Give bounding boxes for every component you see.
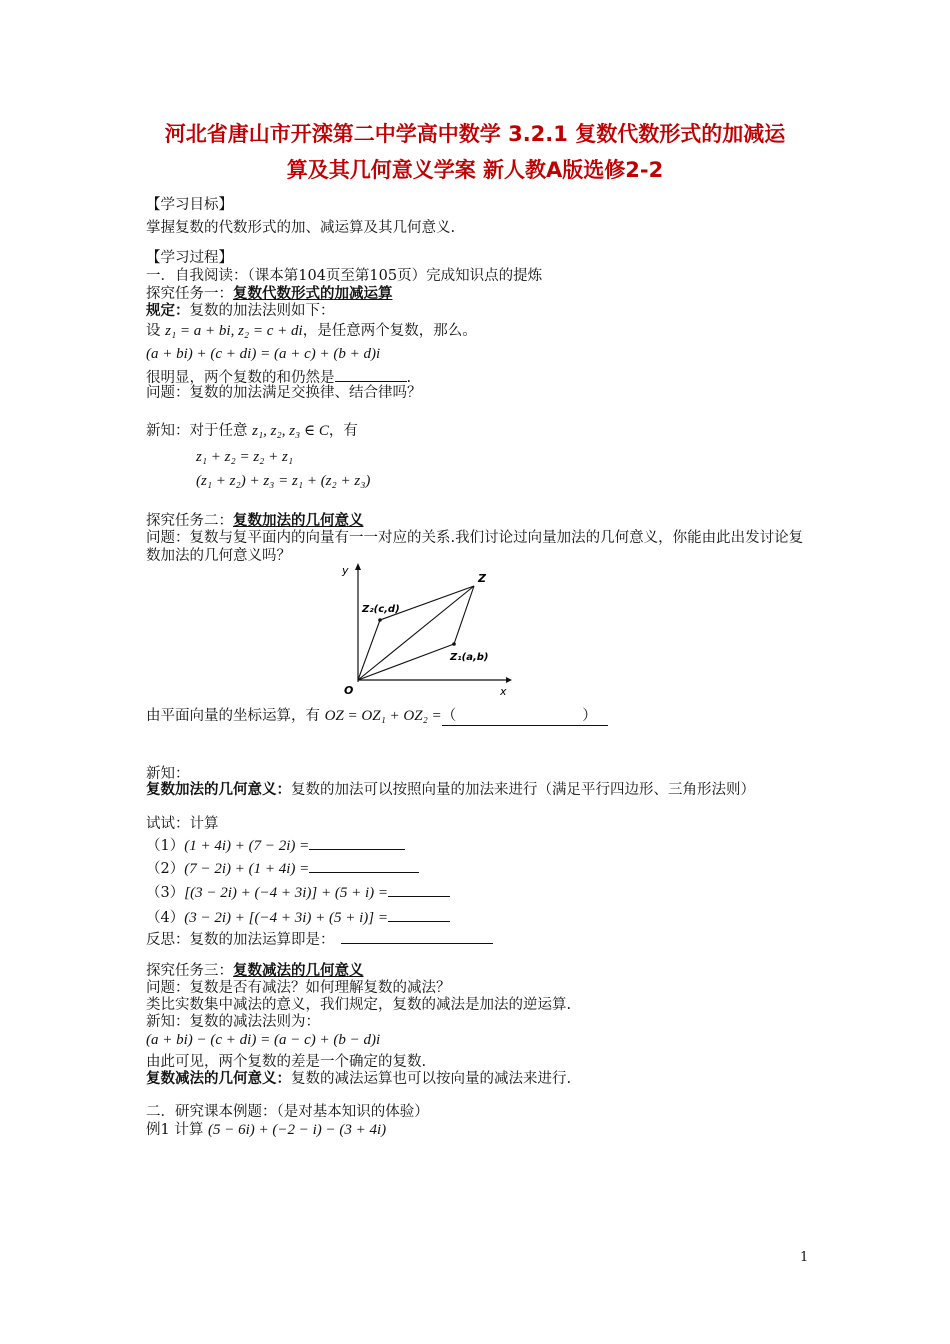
task1-title: 复数代数形式的加减运算 xyxy=(233,285,393,302)
associative-law xyxy=(196,472,370,490)
example-1 xyxy=(146,1121,386,1139)
coord-prefix: 由平面向量的坐标运算，有 xyxy=(146,708,320,724)
document-title-line-1: 河北省唐山市开滦第二中学高中数学 3.2.1 复数代数形式的加减运 xyxy=(164,122,786,146)
obvious-text: 很明显，两个复数的和仍然是 xyxy=(146,370,335,386)
question1: 问题：复数的加法满足交换律、结合律吗？ xyxy=(146,385,422,401)
task1-heading xyxy=(146,285,393,303)
vector-addition-figure xyxy=(328,558,512,700)
task3-title: 复数减法的几何意义 xyxy=(233,962,364,979)
newknow1-line xyxy=(146,422,358,440)
addition-meaning-label: 复数加法的几何意义： xyxy=(146,781,291,798)
exercise-2-number: （2） xyxy=(146,861,185,877)
exercise-2-blank[interactable] xyxy=(309,858,419,873)
set-suffix: ，是任意两个复数，那么。 xyxy=(302,323,477,339)
x-axis-arrow xyxy=(506,677,512,683)
example-1-label: 例1 计算 xyxy=(146,1122,204,1138)
subtraction-formula-text: (a + bi) − (c + di) = (a − c) + (b − d)i xyxy=(146,1032,381,1048)
coord-blank[interactable] xyxy=(442,707,608,726)
set-line xyxy=(146,322,477,340)
exercise-1 xyxy=(146,835,405,855)
reflect-text: 反思：复数的加法运算即是： xyxy=(146,932,335,948)
coord-line xyxy=(146,707,608,726)
exercise-4 xyxy=(146,907,450,927)
section1-heading: 一．自我阅读：（课本第104页至第105页）完成知识点的提炼 xyxy=(146,268,543,284)
try-line: 试试：计算 xyxy=(146,816,219,832)
associative-law-text: (z₁ + z₂) + z₃ = z₁ + (z₂ + z₃) xyxy=(196,473,371,489)
section2-heading: 二．研究课本例题：（是对基本知识的体验） xyxy=(146,1104,429,1120)
obvious-period: . xyxy=(406,370,412,386)
goal-heading: 【学习目标】 xyxy=(146,197,233,213)
exercise-1-blank[interactable] xyxy=(309,835,405,850)
y-label: y xyxy=(342,564,349,577)
exercise-1-formula: (1 + 4i) + (7 − 2i) = xyxy=(184,838,310,854)
point-z1 xyxy=(452,642,456,646)
goal-text: 掌握复数的代数形式的加、减运算及其几何意义. xyxy=(146,220,456,236)
z-label: Z xyxy=(478,572,486,585)
newknow2: 新知： xyxy=(146,766,190,782)
newknow1-formula: z₁, z₂, z₃ ∈ C xyxy=(252,423,329,439)
task2-question: 问题：复数与复平面内的向量有一一对应的关系.我们讨论过向量加法的几何意义，你能由此出发讨论复数加法的几何意义吗？ xyxy=(146,530,804,564)
z1-label: Z₁(a,b) xyxy=(450,652,489,663)
addition-meaning-text: 复数的加法可以按照向量的加法来进行（满足平行四边形、三角形法则） xyxy=(291,782,755,798)
exercise-3-blank[interactable] xyxy=(388,882,450,897)
exercise-1-number: （1） xyxy=(146,838,185,854)
subtraction-formula xyxy=(146,1031,380,1049)
origin-label: O xyxy=(344,684,354,697)
subtraction-meaning-label: 复数减法的几何意义： xyxy=(146,1070,291,1087)
newknow1-suffix: ，有 xyxy=(328,423,358,439)
exercise-2-formula: (7 − 2i) + (1 + 4i) = xyxy=(184,861,310,877)
newknow1-prefix: 新知：对于任意 xyxy=(146,423,248,439)
document-title-line-2: 算及其几何意义学案 新人教A版选修2-2 xyxy=(286,158,664,182)
task1-prefix: 探究任务一： xyxy=(146,286,233,302)
x-label: x xyxy=(500,685,507,698)
rule-text: 复数的加法法则如下： xyxy=(189,303,335,319)
coord-paren-open: （ xyxy=(441,708,457,724)
task2-heading xyxy=(146,512,364,530)
reflect-line xyxy=(146,929,493,949)
task3-heading xyxy=(146,962,364,980)
exercise-3-number: （3） xyxy=(146,885,185,901)
example-1-formula: (5 − 6i) + (−2 − i) − (3 + 4i) xyxy=(207,1122,387,1138)
point-z2 xyxy=(378,618,382,622)
subtraction-meaning xyxy=(146,1070,571,1088)
page-number: 1 xyxy=(800,1250,809,1265)
coord-formula: OZ = OZ₁ + OZ₂ = xyxy=(324,708,442,724)
task3-question-1: 问题：复数是否有减法？如何理解复数的减法？ xyxy=(146,980,451,996)
addition-formula-text: (a + bi) + (c + di) = (a + c) + (b + d)i xyxy=(146,346,381,362)
task3-newknow: 新知：复数的减法法则为： xyxy=(146,1014,320,1030)
exercise-4-number: （4） xyxy=(146,910,185,926)
task3-conclusion: 由此可见，两个复数的差是一个确定的复数. xyxy=(146,1054,427,1070)
rule-line xyxy=(146,302,335,320)
y-axis-arrow xyxy=(355,563,361,570)
task3-question-2: 类比实数集中减法的意义，我们规定，复数的减法是加法的逆运算. xyxy=(146,997,572,1013)
set-prefix: 设 xyxy=(146,323,161,339)
exercise-4-blank[interactable] xyxy=(388,907,450,922)
rule-label: 规定： xyxy=(146,302,190,319)
exercise-4-formula: (3 − 2i) + [(−4 + 3i) + (5 + i)] = xyxy=(184,910,388,926)
vector-oz1 xyxy=(358,644,454,680)
exercise-3-formula: [(3 − 2i) + (−4 + 3i)] + (5 + i) = xyxy=(184,885,388,901)
addition-meaning xyxy=(146,781,811,799)
z2-label: Z₂(c,d) xyxy=(362,604,400,615)
process-heading: 【学习过程】 xyxy=(146,250,233,266)
addition-formula xyxy=(146,345,380,363)
task2-prefix: 探究任务二： xyxy=(146,513,233,529)
set-formula: z₁ = a + bi, z₂ = c + di xyxy=(165,323,303,339)
exercise-3 xyxy=(146,882,450,902)
task3-prefix: 探究任务三： xyxy=(146,963,233,979)
task2-title: 复数加法的几何意义 xyxy=(233,512,364,529)
exercise-2 xyxy=(146,858,419,878)
subtraction-meaning-text: 复数的减法运算也可以按向量的减法来进行. xyxy=(291,1071,572,1087)
reflect-blank[interactable] xyxy=(341,929,493,944)
commutative-law xyxy=(196,448,293,466)
coord-paren-close: ） xyxy=(582,708,597,724)
commutative-law-text: z₁ + z₂ = z₂ + z₁ xyxy=(196,449,294,465)
answer-blank[interactable] xyxy=(335,367,407,382)
